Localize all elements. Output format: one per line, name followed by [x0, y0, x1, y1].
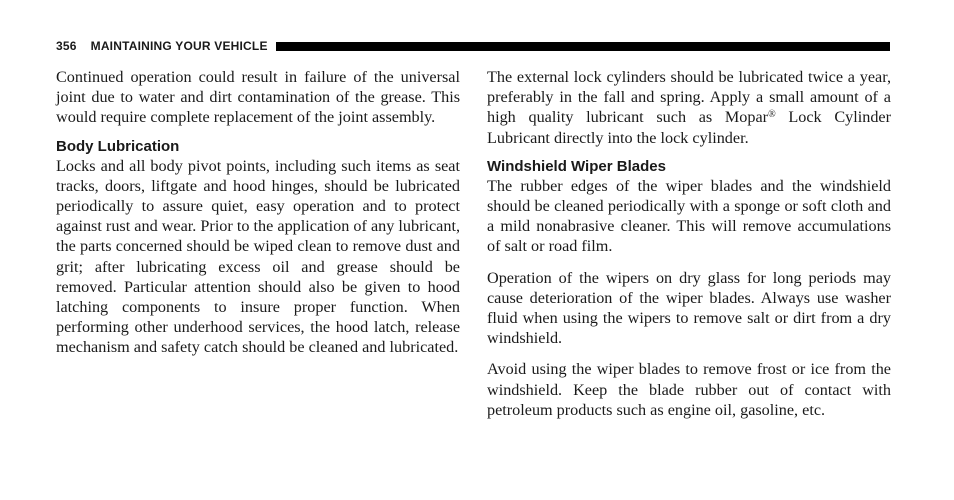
- wiper-blades-heading: Windshield Wiper Blades: [487, 157, 666, 175]
- lock-text-before-mark: The external lock cylinders should be lubricated twice a year, preferably in the fall and spring. Apply a small amount of a high quality lubricant such as Mopar: [487, 68, 891, 127]
- wiper-paragraph-dry-glass: Operation of the wipers on dry glass for long periods may cause deterioration of the wiper blades. Always use washer fluid when using the wipers to remove salt or dirt from a dry windshield.: [487, 268, 891, 348]
- header-rule: [276, 42, 890, 51]
- lock-cylinder-paragraph: [487, 67, 891, 148]
- wiper-paragraph-cleaning: The rubber edges of the wiper blades and the windshield should be cleaned periodically with a sponge or soft cloth and a mild nonabrasive cleaner. This will remove accumulations of salt or road film.: [487, 176, 891, 256]
- page-number: 356: [56, 39, 77, 53]
- lock-text-after-mark: Lock Cylinder Lubricant directly into the lock cylinder.: [487, 108, 891, 147]
- left-column: [56, 67, 460, 358]
- wiper-paragraph-frost: Avoid using the wiper blades to remove frost or ice from the windshield. Keep the blade rubber out of contact with petroleum products such as engine oil, gasoline, etc.: [487, 360, 891, 419]
- page-header: [56, 38, 890, 54]
- section-title: MAINTAINING YOUR VEHICLE: [90, 39, 268, 53]
- body-lubrication-heading: Body Lubrication: [56, 137, 180, 155]
- registered-mark: ®: [768, 109, 776, 121]
- right-column: [487, 67, 891, 420]
- intro-paragraph: Continued operation could result in failure of the universal joint due to water and dirt contamination of the grease. This would require complete replacement of the joint assembly.: [56, 68, 460, 127]
- body-lubrication-paragraph: Locks and all body pivot points, including such items as seat tracks, doors, liftgate and hood hinges, should be lubricated periodically to assure quiet, easy operation and to protect against rust and wear. Prior to the application of any lubricant, the parts concerned should be wiped clean to remove dust and grit; after lubricating excess oil and grease should be removed. Particular attention should also be given to hood latching components to insure proper function. When performing other underhood services, the hood latch, release mechanism and safety catch should be cleaned and lubricated.: [56, 156, 460, 357]
